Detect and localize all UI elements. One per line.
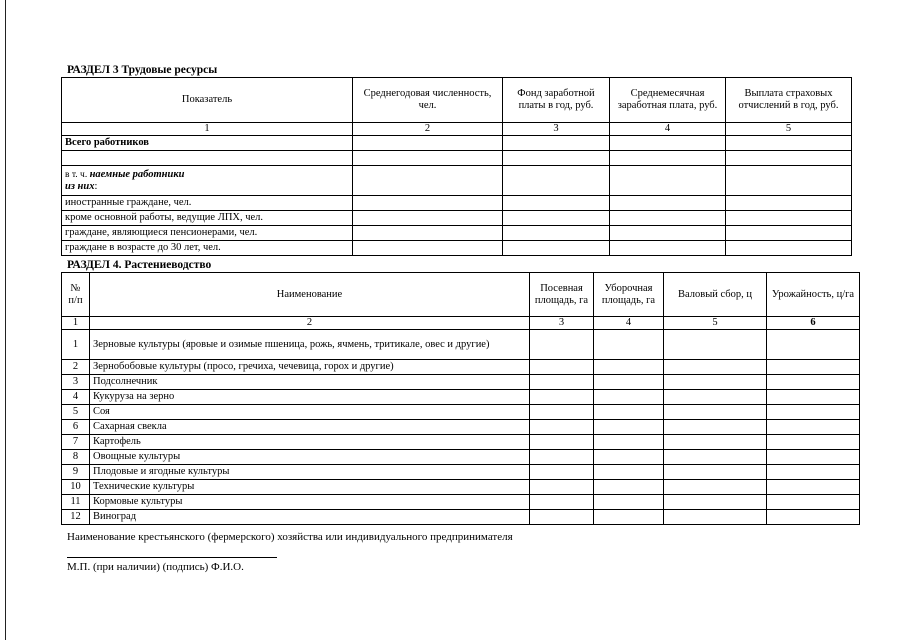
blank-cell bbox=[62, 151, 353, 166]
input-cell[interactable] bbox=[594, 330, 664, 360]
crop-row-number: 9 bbox=[62, 465, 90, 480]
row-under-30: граждане в возрасте до 30 лет, чел. bbox=[62, 241, 353, 256]
crop-row-number: 8 bbox=[62, 450, 90, 465]
input-cell[interactable] bbox=[353, 136, 503, 151]
input-cell[interactable] bbox=[530, 420, 594, 435]
crop-row-number: 3 bbox=[62, 375, 90, 390]
crop-row-number: 4 bbox=[62, 390, 90, 405]
input-cell[interactable] bbox=[594, 510, 664, 525]
header-avg-monthly-wage: Среднемесячная заработная плата, руб. bbox=[610, 78, 726, 123]
input-cell[interactable] bbox=[726, 136, 852, 151]
header-insurance-payments: Выплата страховых отчислений в год, руб. bbox=[726, 78, 852, 123]
input-cell[interactable] bbox=[664, 420, 767, 435]
crop-row bbox=[62, 510, 860, 525]
input-cell[interactable] bbox=[610, 211, 726, 226]
labor-resources-table bbox=[61, 77, 852, 256]
header-gross-harvest: Валовый сбор, ц bbox=[664, 273, 767, 317]
col-number: 3 bbox=[530, 317, 594, 330]
input-cell[interactable] bbox=[726, 226, 852, 241]
input-cell[interactable] bbox=[664, 465, 767, 480]
crop-row bbox=[62, 375, 860, 390]
section3-title: РАЗДЕЛ 3 Трудовые ресурсы bbox=[67, 64, 218, 76]
crop-row bbox=[62, 420, 860, 435]
input-cell[interactable] bbox=[726, 196, 852, 211]
col-number: 2 bbox=[353, 123, 503, 136]
input-cell[interactable] bbox=[530, 405, 594, 420]
crop-production-table bbox=[61, 272, 860, 525]
signature-line bbox=[67, 557, 277, 558]
crop-row-number: 11 bbox=[62, 495, 90, 510]
input-cell[interactable] bbox=[594, 480, 664, 495]
input-cell[interactable] bbox=[664, 330, 767, 360]
input-cell[interactable] bbox=[503, 151, 610, 166]
input-cell[interactable] bbox=[530, 450, 594, 465]
input-cell[interactable] bbox=[664, 495, 767, 510]
header-indicator: Показатель bbox=[62, 78, 353, 123]
input-cell[interactable] bbox=[664, 360, 767, 375]
col-number: 6 bbox=[767, 317, 860, 330]
header-row-number: № п/п bbox=[62, 273, 90, 317]
input-cell[interactable] bbox=[767, 510, 860, 525]
input-cell[interactable] bbox=[664, 405, 767, 420]
input-cell[interactable] bbox=[353, 196, 503, 211]
input-cell[interactable] bbox=[594, 435, 664, 450]
row-foreign-citizens: иностранные граждане, чел. bbox=[62, 196, 353, 211]
input-cell[interactable] bbox=[767, 330, 860, 360]
row-hired-workers bbox=[62, 166, 353, 196]
hired-label: наемные работники bbox=[89, 168, 185, 180]
input-cell[interactable] bbox=[594, 465, 664, 480]
input-cell[interactable] bbox=[353, 151, 503, 166]
input-cell[interactable] bbox=[664, 435, 767, 450]
crop-row bbox=[62, 495, 860, 510]
crop-name: Сахарная свекла bbox=[90, 420, 530, 435]
input-cell[interactable] bbox=[503, 166, 610, 196]
input-cell[interactable] bbox=[767, 390, 860, 405]
input-cell[interactable] bbox=[530, 465, 594, 480]
section4-title: РАЗДЕЛ 4. Растениеводство bbox=[67, 259, 212, 271]
crop-row bbox=[62, 450, 860, 465]
crop-row bbox=[62, 405, 860, 420]
crop-name: Технические культуры bbox=[90, 480, 530, 495]
input-cell[interactable] bbox=[726, 151, 852, 166]
input-cell[interactable] bbox=[353, 226, 503, 241]
input-cell[interactable] bbox=[594, 360, 664, 375]
crop-row bbox=[62, 390, 860, 405]
col-number: 1 bbox=[62, 123, 353, 136]
input-cell[interactable] bbox=[610, 166, 726, 196]
crop-row-number: 5 bbox=[62, 405, 90, 420]
input-cell[interactable] bbox=[530, 375, 594, 390]
input-cell[interactable] bbox=[767, 465, 860, 480]
input-cell[interactable] bbox=[726, 211, 852, 226]
col-number: 3 bbox=[503, 123, 610, 136]
col-number: 4 bbox=[594, 317, 664, 330]
crop-row-number: 2 bbox=[62, 360, 90, 375]
farm-name-label: Наименование крестьянского (фермерского) хозяйства или индивидуального предпринимателя bbox=[67, 531, 513, 543]
input-cell[interactable] bbox=[530, 435, 594, 450]
input-cell[interactable] bbox=[530, 495, 594, 510]
crop-name: Картофель bbox=[90, 435, 530, 450]
crop-name: Зернобобовые культуры (просо, гречиха, чечевица, горох и другие) bbox=[90, 360, 530, 375]
crop-row bbox=[62, 435, 860, 450]
input-cell[interactable] bbox=[610, 226, 726, 241]
input-cell[interactable] bbox=[767, 435, 860, 450]
input-cell[interactable] bbox=[664, 510, 767, 525]
input-cell[interactable] bbox=[767, 495, 860, 510]
input-cell[interactable] bbox=[503, 241, 610, 256]
col-number: 1 bbox=[62, 317, 90, 330]
crop-name: Виноград bbox=[90, 510, 530, 525]
input-cell[interactable] bbox=[594, 390, 664, 405]
input-cell[interactable] bbox=[503, 136, 610, 151]
hired-prefix: в т. ч. bbox=[65, 169, 90, 180]
crop-name: Подсолнечник bbox=[90, 375, 530, 390]
input-cell[interactable] bbox=[610, 196, 726, 211]
header-yield: Урожайность, ц/га bbox=[767, 273, 860, 317]
of-them-suffix: : bbox=[94, 180, 98, 192]
input-cell[interactable] bbox=[353, 241, 503, 256]
row-total-workers: Всего работников bbox=[62, 136, 353, 151]
crop-row-number: 10 bbox=[62, 480, 90, 495]
crop-row bbox=[62, 330, 860, 360]
input-cell[interactable] bbox=[610, 241, 726, 256]
crop-row-number: 6 bbox=[62, 420, 90, 435]
input-cell[interactable] bbox=[594, 375, 664, 390]
input-cell[interactable] bbox=[610, 151, 726, 166]
input-cell[interactable] bbox=[594, 450, 664, 465]
input-cell[interactable] bbox=[503, 226, 610, 241]
input-cell[interactable] bbox=[664, 390, 767, 405]
col-number: 5 bbox=[664, 317, 767, 330]
crop-name: Соя bbox=[90, 405, 530, 420]
crop-row bbox=[62, 480, 860, 495]
crop-name: Зерновые культуры (яровые и озимые пшеница, рожь, ячмень, тритикале, овес и другие) bbox=[90, 330, 530, 360]
input-cell[interactable] bbox=[530, 480, 594, 495]
input-cell[interactable] bbox=[767, 405, 860, 420]
input-cell[interactable] bbox=[530, 360, 594, 375]
row-lph: кроме основной работы, ведущие ЛПХ, чел. bbox=[62, 211, 353, 226]
input-cell[interactable] bbox=[353, 211, 503, 226]
header-harvested-area: Уборочная площадь, га bbox=[594, 273, 664, 317]
col-number: 5 bbox=[726, 123, 852, 136]
crop-name: Кукуруза на зерно bbox=[90, 390, 530, 405]
input-cell[interactable] bbox=[353, 166, 503, 196]
col-number: 4 bbox=[610, 123, 726, 136]
input-cell[interactable] bbox=[503, 211, 610, 226]
input-cell[interactable] bbox=[664, 450, 767, 465]
input-cell[interactable] bbox=[767, 420, 860, 435]
input-cell[interactable] bbox=[530, 390, 594, 405]
input-cell[interactable] bbox=[767, 360, 860, 375]
input-cell[interactable] bbox=[767, 375, 860, 390]
header-crop-name: Наименование bbox=[90, 273, 530, 317]
crop-row bbox=[62, 360, 860, 375]
header-avg-headcount: Среднегодовая численность, чел. bbox=[353, 78, 503, 123]
input-cell[interactable] bbox=[594, 405, 664, 420]
crop-row bbox=[62, 465, 860, 480]
signature-label: М.П. (при наличии) (подпись) Ф.И.О. bbox=[67, 561, 244, 573]
crop-row-number: 1 bbox=[62, 330, 90, 360]
input-cell[interactable] bbox=[664, 375, 767, 390]
input-cell[interactable] bbox=[503, 196, 610, 211]
crop-name: Кормовые культуры bbox=[90, 495, 530, 510]
header-sown-area: Посевная площадь, га bbox=[530, 273, 594, 317]
crop-row-number: 12 bbox=[62, 510, 90, 525]
input-cell[interactable] bbox=[726, 241, 852, 256]
crop-name: Плодовые и ягодные культуры bbox=[90, 465, 530, 480]
of-them-label: из них bbox=[65, 180, 95, 192]
col-number: 2 bbox=[90, 317, 530, 330]
input-cell[interactable] bbox=[594, 420, 664, 435]
input-cell[interactable] bbox=[664, 480, 767, 495]
input-cell[interactable] bbox=[767, 480, 860, 495]
input-cell[interactable] bbox=[726, 166, 852, 196]
row-pensioners: граждане, являющиеся пенсионерами, чел. bbox=[62, 226, 353, 241]
input-cell[interactable] bbox=[530, 510, 594, 525]
crop-name: Овощные культуры bbox=[90, 450, 530, 465]
input-cell[interactable] bbox=[594, 495, 664, 510]
input-cell[interactable] bbox=[610, 136, 726, 151]
input-cell[interactable] bbox=[530, 330, 594, 360]
crop-row-number: 7 bbox=[62, 435, 90, 450]
input-cell[interactable] bbox=[767, 450, 860, 465]
header-wage-fund: Фонд заработной платы в год, руб. bbox=[503, 78, 610, 123]
page-margin-line bbox=[5, 0, 6, 640]
